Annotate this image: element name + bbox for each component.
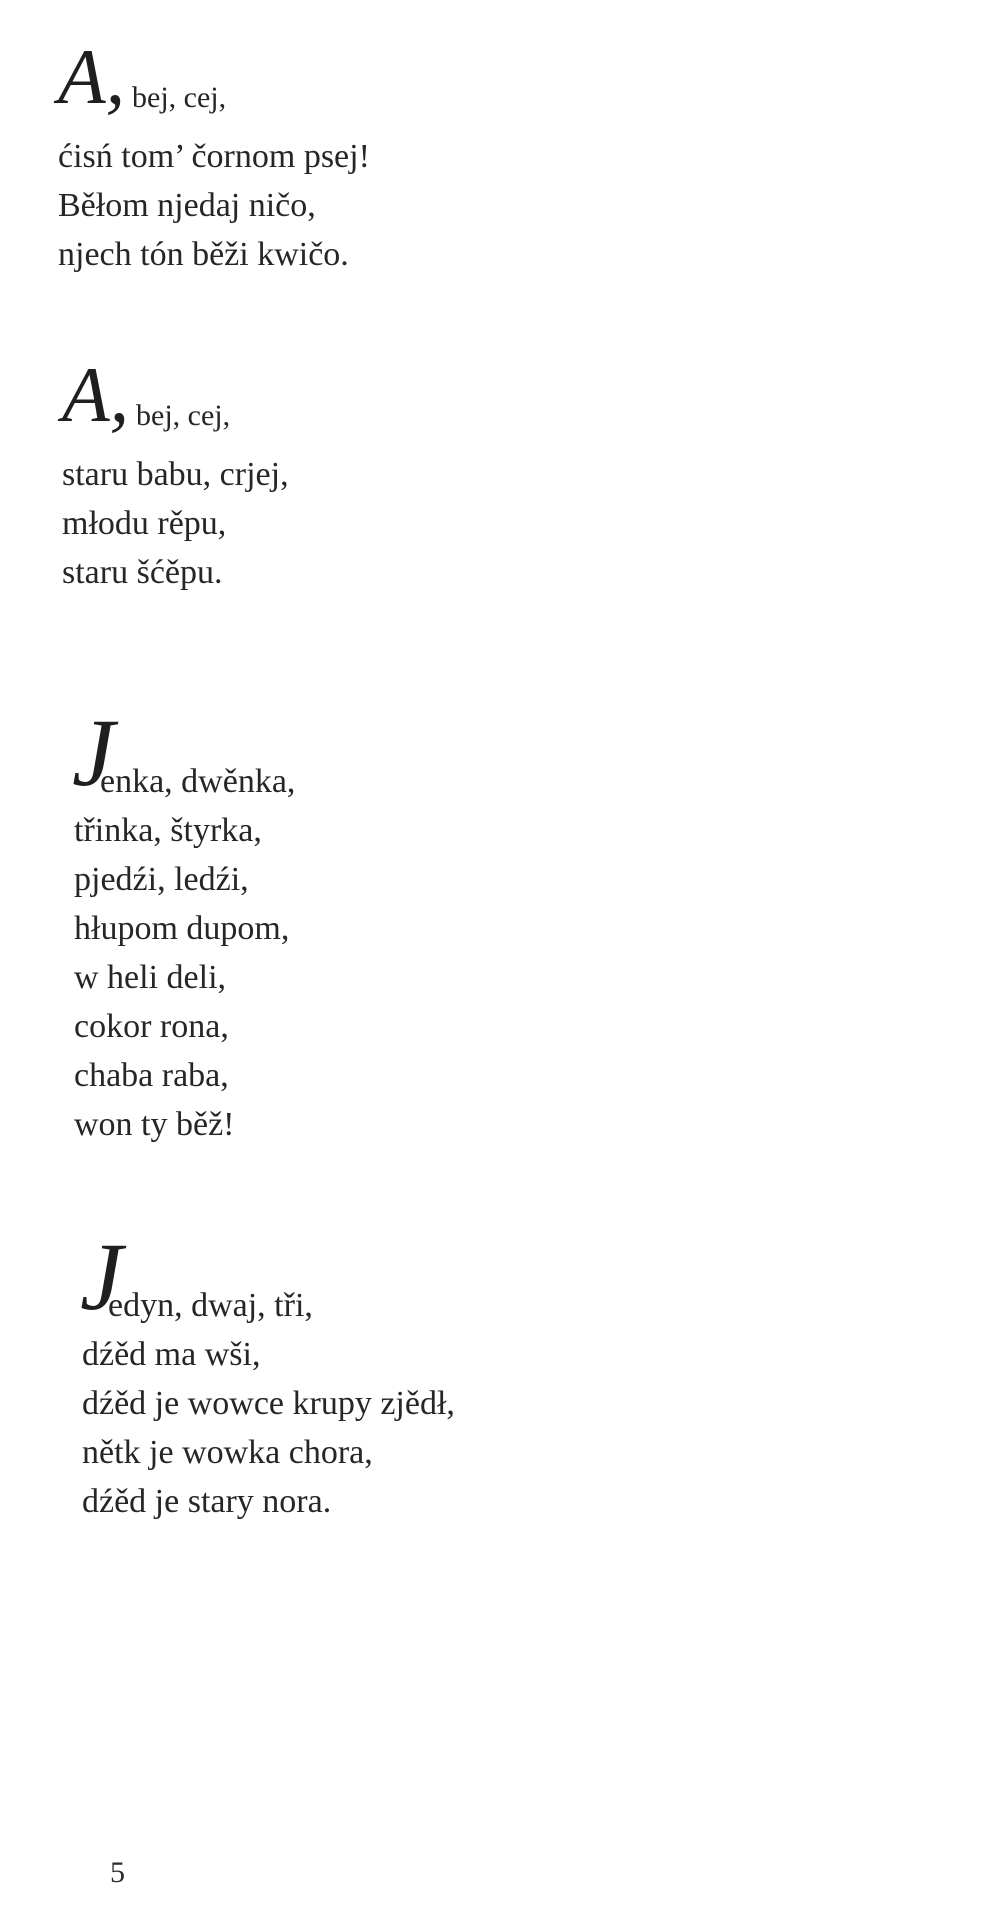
verse-line: staru šćěpu. — [62, 554, 223, 591]
verse-line: hłupom dupom, — [74, 910, 290, 947]
verse-line: staru babu, crjej, — [62, 456, 289, 493]
stanza-1 — [58, 33, 370, 279]
verse-line: chaba raba, — [74, 1057, 229, 1094]
verse-line: nětk je wowka chora, — [82, 1434, 373, 1471]
verse-line: njech tón běži kwičo. — [58, 236, 349, 273]
verse-line: w heli deli, — [74, 959, 227, 996]
verse-line: dźěd je stary nora. — [82, 1483, 332, 1520]
page-number: 5 — [110, 1856, 125, 1889]
verse-line: cokor rona, — [74, 1008, 229, 1045]
verse-line: won ty běž! — [74, 1106, 235, 1143]
verse-line: třinka, štyrka, — [74, 812, 262, 849]
verse-line: dźěd ma wši, — [82, 1336, 261, 1373]
stanza-first-line — [72, 699, 296, 806]
verse-line: Běłom njedaj ničo, — [58, 187, 316, 224]
first-line-text: enka, dwěnka, — [100, 763, 296, 800]
first-line-text: edyn, dwaj, tři, — [108, 1287, 313, 1324]
drop-initial: J — [80, 1223, 123, 1330]
stanza-4 — [80, 1223, 455, 1526]
stanza-2 — [62, 351, 289, 597]
first-line-text: bej, cej, — [132, 81, 227, 114]
verse-line: ćisń tom’ čornom psej! — [58, 138, 370, 175]
drop-initial: A, — [58, 33, 126, 120]
stanza-3 — [72, 699, 296, 1149]
drop-initial: A, — [62, 351, 130, 438]
drop-initial: J — [72, 699, 115, 806]
first-line-text: bej, cej, — [136, 399, 231, 432]
verse-line: pjedźi, ledźi, — [74, 861, 249, 898]
stanza-first-line — [80, 1223, 455, 1330]
stanza-first-line — [58, 33, 370, 132]
verse-line: dźěd je wowce krupy zjědł, — [82, 1385, 455, 1422]
stanza-first-line — [62, 351, 289, 450]
verse-line: młodu rěpu, — [62, 505, 227, 542]
